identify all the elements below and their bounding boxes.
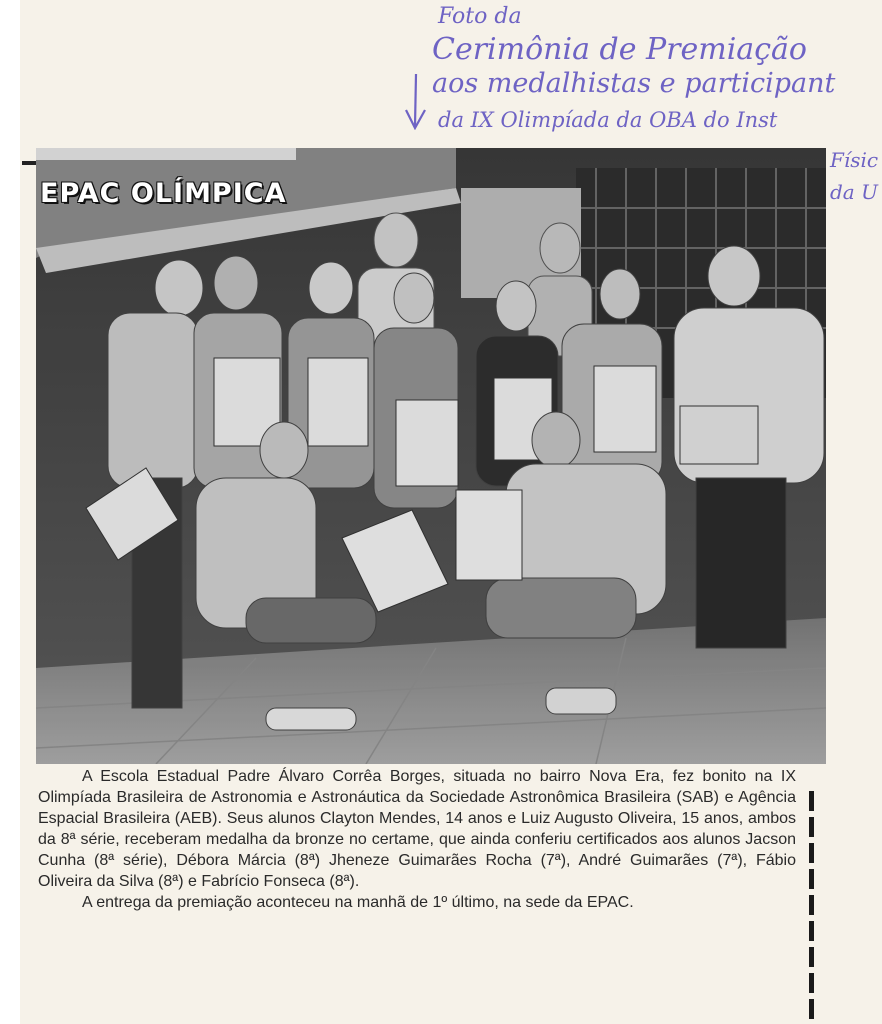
handwritten-line-5: Físic <box>830 148 879 172</box>
column-rule <box>22 161 36 165</box>
handwritten-line-6: da U <box>830 180 878 204</box>
article-paragraph-2: A entrega da premiação aconteceu na manhã de 1º último, na sede da EPAC. <box>82 894 634 911</box>
group-photo <box>36 148 826 764</box>
column-rule-segment <box>809 921 814 941</box>
handwritten-line-1: Foto da <box>438 4 522 29</box>
column-rule-segment <box>809 973 814 993</box>
handwritten-line-4: da IX Olimpíada da OBA do Inst <box>438 108 778 132</box>
article-paragraph-1: A Escola Estadual Padre Álvaro Corrêa Borges, situada no bairro Nova Era, fez bonito na IX Olimpíada Brasileira de Astronomia e Astronáutica da Sociedade Astronômica Brasileira (SAB) e Agência Espacial Brasileira (AEB). Seus alunos Clayton Mendes, 14 anos e Luiz Augusto Oliveira, 15 anos, ambos da 8ª série, receberam medalha da bronze no certame, que ainda conferiu certificados aos alunos Jacson Cunha (8ª série), Débora Márcia (8ª) Jheneze Guimarães Rocha (7ª), André Guimarães (7ª), Fábio Oliveira da Silva (8ª) e Fabrício Fonseca (8ª). <box>38 768 796 890</box>
column-rule-segment <box>809 817 814 837</box>
column-rule-segment <box>809 999 814 1019</box>
photo-illustration <box>36 148 826 764</box>
down-arrow-icon <box>403 72 429 130</box>
column-rule-segment <box>809 895 814 915</box>
column-rule-segment <box>809 947 814 967</box>
column-rule-segment <box>809 843 814 863</box>
photo-banner-title: EPAC OLÍMPICA <box>40 178 287 209</box>
column-rule-segment <box>809 791 814 811</box>
column-rule-segment <box>809 869 814 889</box>
handwritten-line-3: aos medalhistas e participant <box>432 68 836 99</box>
article-body <box>38 766 796 913</box>
handwritten-line-2: Cerimônia de Premiação <box>432 32 807 67</box>
paper-edge <box>0 0 20 1024</box>
